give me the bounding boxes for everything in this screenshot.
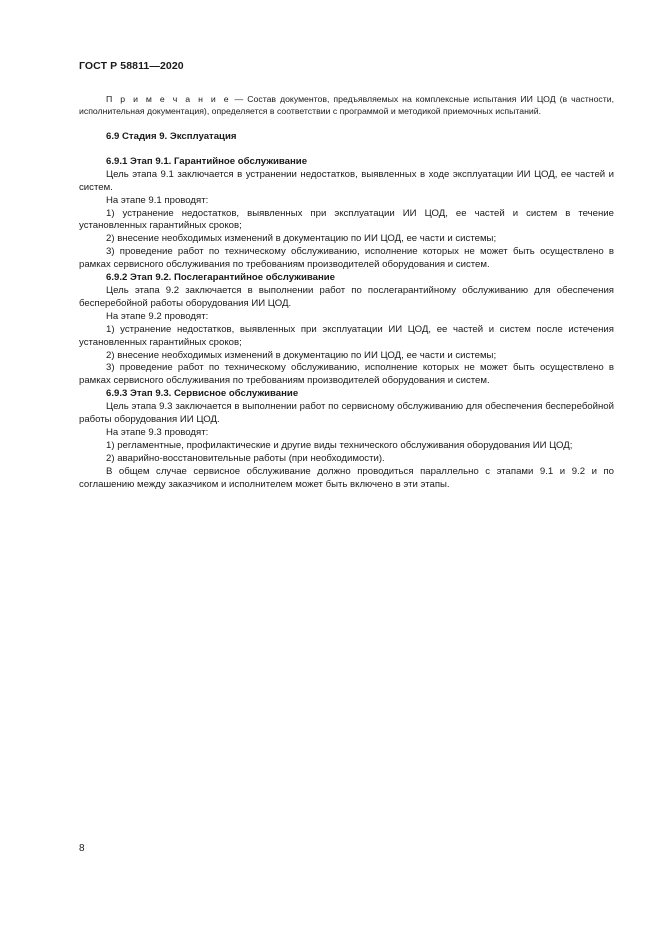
list-item: 2) внесение необходимых изменений в документацию по ИИ ЦОД, ее части и системы; (106, 349, 497, 361)
subsection-heading-9-2: 6.9.2 Этап 9.2. Послегарантийное обслуживание (106, 272, 335, 284)
paragraph: Цель этапа 9.1 заключается в устранении недостатков, выявленных в ходе эксплуатации ИИ ЦОД, ее частей и систем. (79, 168, 614, 193)
note-paragraph (79, 93, 614, 117)
list-item: 1) регламентные, профилактические и другие виды технического обслуживания оборудования ИИ ЦОД; (106, 439, 573, 451)
list-item: 3) проведение работ по техническому обслуживанию, исполнение которых не может быть осуществлено в рамках сервисного обслуживания по требованиям производителей оборудования и систем. (79, 246, 614, 271)
section-title: 6.9 Стадия 9. Эксплуатация (106, 131, 237, 142)
list-item: 1) устранение недостатков, выявленных при эксплуатации ИИ ЦОД, ее частей и систем в течение установленных гарантийных сроков; (79, 207, 614, 232)
list-item: 3) проведение работ по техническому обслуживанию, исполнение которых не может быть осуществлено в рамках сервисного обслуживания по требованиям производителей оборудования и систем. (79, 362, 614, 387)
note-text: — Состав документов, предъявляемых на комплексные испытания ИИ ЦОД (в частности, исполнительная документация), определяется в соответствии с программой и методикой приемочных испытаний. (79, 94, 615, 116)
subsection-heading-9-3: 6.9.3 Этап 9.3. Сервисное обслуживание (106, 388, 299, 400)
list-item: 2) внесение необходимых изменений в документацию по ИИ ЦОД, ее части и системы; (106, 233, 497, 245)
page-content (79, 93, 614, 491)
paragraph: На этапе 9.3 проводят: (106, 426, 209, 438)
list-item: 2) аварийно-восстановительные работы (при необходимости). (106, 452, 385, 464)
paragraph: На этапе 9.2 проводят: (106, 310, 209, 322)
list-item: 1) устранение недостатков, выявленных при эксплуатации ИИ ЦОД, ее частей и систем после истечения установленных гарантийных сроков; (79, 323, 614, 348)
paragraph: В общем случае сервисное обслуживание должно проводиться параллельно с этапами 9.1 и 9.2 и по соглашению между заказчиком и исполнителем может быть включено в эти этапы. (79, 465, 614, 490)
paragraph: Цель этапа 9.2 заключается в выполнении работ по послегарантийному обслуживанию для обеспечения бесперебойной работы оборудования ИИ ЦОД. (79, 284, 614, 309)
page-number: 8 (79, 843, 85, 854)
paragraph: Цель этапа 9.3 заключается в выполнении работ по сервисному обслуживанию для обеспечения бесперебойной работы оборудования ИИ ЦОД. (79, 401, 614, 426)
document-code: ГОСТ Р 58811—2020 (79, 60, 184, 72)
note-label: П р и м е ч а н и е (106, 94, 231, 104)
subsection-heading-9-1: 6.9.1 Этап 9.1. Гарантийное обслуживание (106, 155, 308, 167)
paragraph: На этапе 9.1 проводят: (106, 194, 209, 206)
